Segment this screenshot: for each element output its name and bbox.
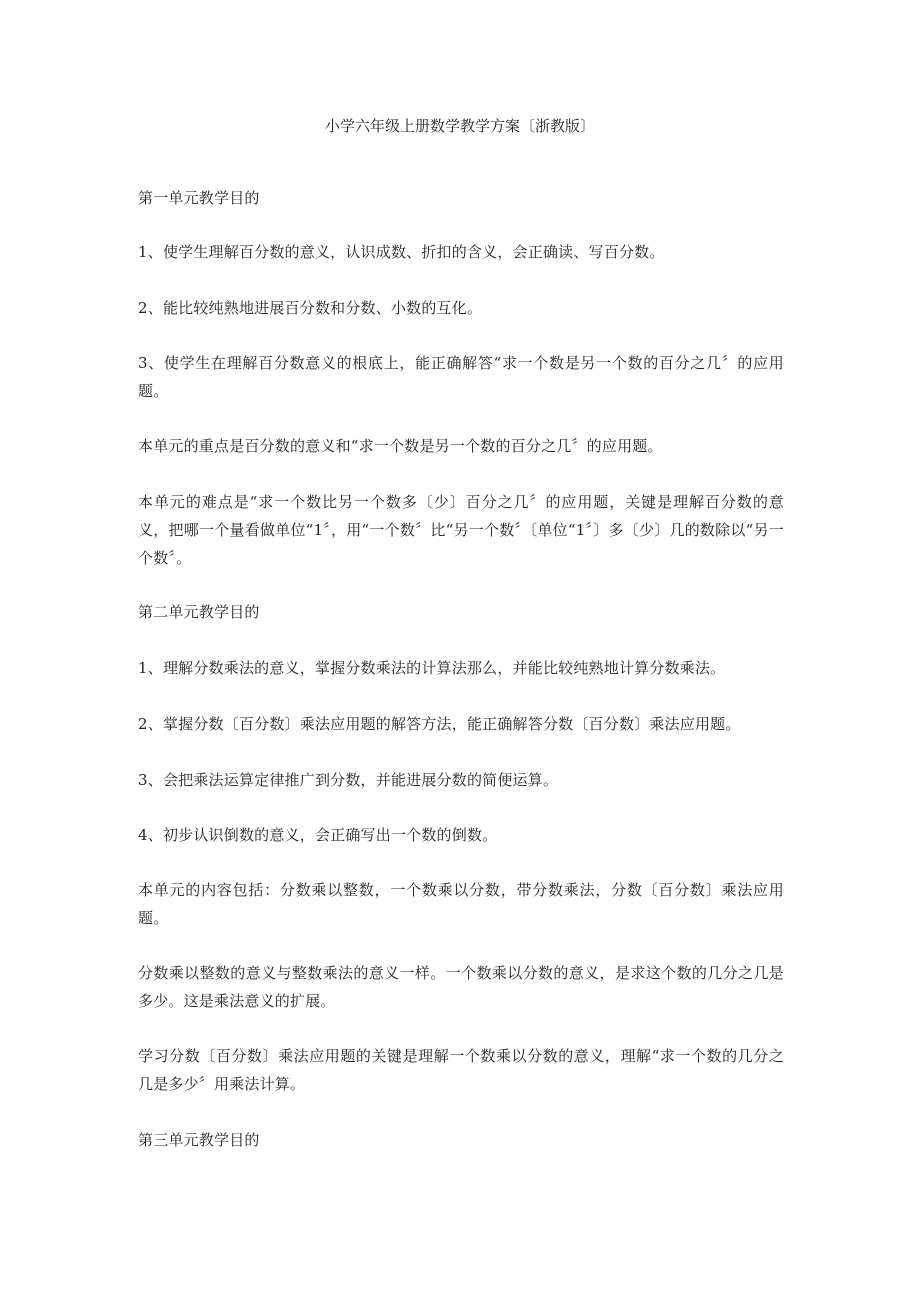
- unit-1-goal-2: 2、能比较纯熟地进展百分数和分数、小数的互化。: [138, 299, 483, 317]
- unit-2-heading: 第二单元教学目的: [138, 603, 260, 621]
- unit-2-goal-4: 4、初步认识倒数的意义，会正确写出一个数的倒数。: [138, 826, 498, 844]
- unit-2-goal-2: 2、掌握分数〔百分数〕乘法应用题的解答方法，能正确解答分数〔百分数〕乘法应用题。: [138, 715, 741, 733]
- unit-1-key-point: 本单元的重点是百分数的意义和“求一个数是另一个数的百分之几〞的应用题。: [138, 437, 663, 455]
- unit-1-goal-3: 3、使学生在理解百分数意义的根底上，能正确解答“求一个数是另一个数的百分之几〞的应用题。: [138, 354, 784, 400]
- unit-2-goal-3: 3、会把乘法运算定律推广到分数，并能进展分数的简便运算。: [138, 771, 559, 789]
- unit-3-heading: 第三单元教学目的: [138, 1131, 260, 1149]
- unit-2-goal-1: 1、理解分数乘法的意义，掌握分数乘法的计算法那么，并能比较纯熟地计算分数乘法。: [138, 659, 726, 677]
- unit-2-key: 学习分数〔百分数〕乘法应用题的关键是理解一个数乘以分数的意义，理解“求一个数的几分之几是多少〞用乘法计算。: [138, 1047, 784, 1093]
- unit-2-content: 本单元的内容包括：分数乘以整数，一个数乘以分数，带分数乘法，分数〔百分数〕乘法应用题。: [138, 881, 784, 927]
- unit-2-meaning: 分数乘以整数的意义与整数乘法的意义一样。一个数乘以分数的意义，是求这个数的几分之几是多少。这是乘法意义的扩展。: [138, 964, 784, 1010]
- unit-1-heading: 第一单元教学目的: [138, 189, 260, 207]
- unit-1-difficulty: 本单元的难点是“求一个数比另一个数多〔少〕百分之几〞的应用题，关键是理解百分数的意义，把哪一个量看做单位“1〞，用“一个数〞比“另一个数〞〔单位“1〞〕多〔少〕几的数除以“另一个数〞。: [138, 493, 784, 567]
- unit-1-goal-1: 1、使学生理解百分数的意义，认识成数、折扣的含义，会正确读、写百分数。: [138, 243, 665, 261]
- document-title: 小学六年级上册数学教学方案〔浙教版〕: [324, 117, 595, 135]
